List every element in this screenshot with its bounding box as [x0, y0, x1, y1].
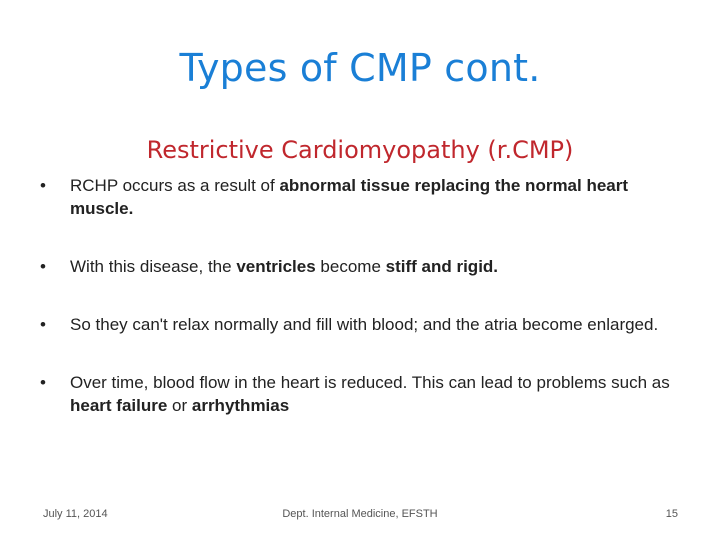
bullet-text: With this disease, the: [70, 257, 237, 276]
bullet-item: [40, 174, 680, 220]
bullet-text: Over time, blood flow in the heart is reduced. This can lead to problems such as: [70, 373, 670, 392]
bullet-dot-icon: •: [40, 257, 46, 276]
footer-page-number: 15: [665, 508, 678, 520]
slide-title: Types of CMP cont.: [179, 46, 541, 90]
footer-date: July 11, 2014: [43, 508, 108, 520]
bullet-list: [40, 174, 680, 417]
bullet-emphasis: ventricles: [236, 257, 316, 276]
bullet-dot-icon: •: [40, 176, 46, 195]
bullet-emphasis: stiff and rigid.: [385, 257, 499, 276]
footer-department: Dept. Internal Medicine, EFSTH: [282, 508, 438, 520]
bullet-dot-icon: •: [40, 315, 46, 334]
bullet-text: become: [315, 257, 386, 276]
bullet-item: [40, 313, 680, 336]
bullet-emphasis: abnormal tissue replacing the normal heart muscle.: [70, 176, 629, 218]
bullet-dot-icon: •: [40, 373, 46, 392]
bullet-emphasis: heart failure: [70, 396, 168, 415]
slide-subtitle: Restrictive Cardiomyopathy (r.CMP): [146, 136, 574, 164]
bullet-text: RCHP occurs as a result of: [70, 176, 280, 195]
bullet-item: [40, 255, 680, 278]
bullet-text: So they can't relax normally and fill with blood; and the atria become enlarged.: [70, 315, 659, 334]
bullet-emphasis: arrhythmias: [191, 396, 290, 415]
bullet-item: [40, 371, 680, 417]
bullet-text: or: [167, 396, 192, 415]
